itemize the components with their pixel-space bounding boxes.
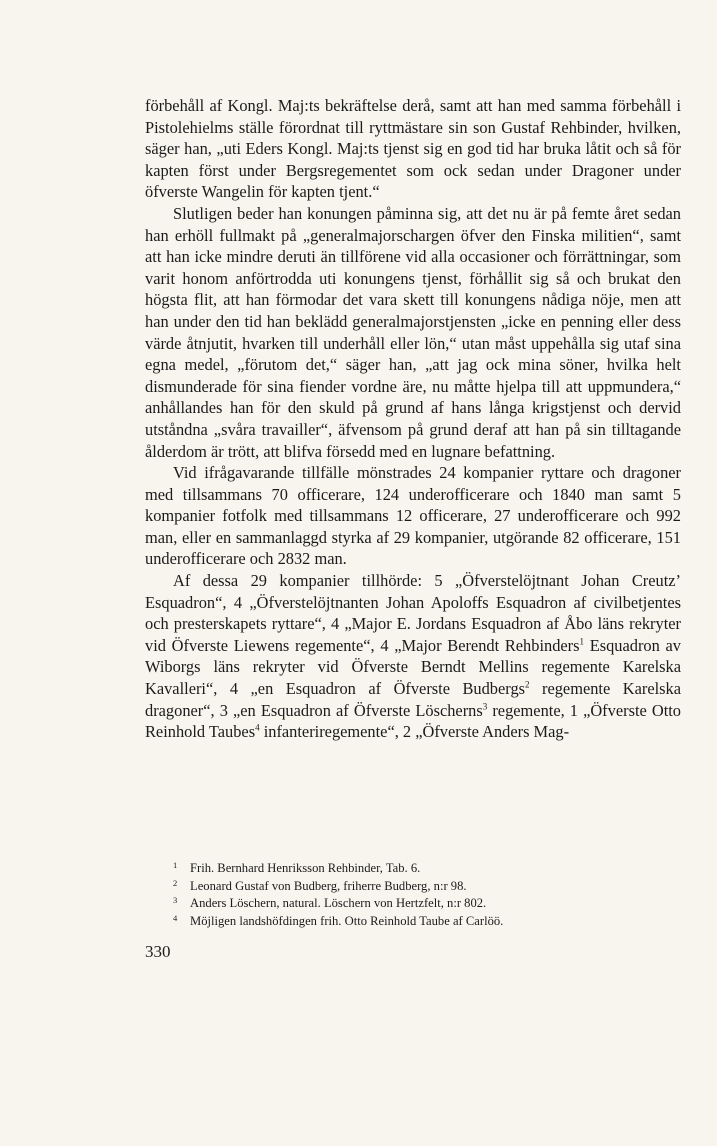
paragraph-text: Esquadron av Wiborgs läns rekryter vid Öfverste Berndt Mellins regemente Karelska Kavalleri“, 4 „en Esquadron af Öfverste Budbergs: [145, 635, 681, 699]
paragraph-text: Slutligen beder han konungen påminna sig, att det nu är på femte året sedan han erhöll fullmakt på „generalmajorschargen öfver den Finska militien“, samt att han icke mindre deruti än tillförene vid alla occasioner och förrättningar, som varit honom anförtrodda uti konungens tjenst, förhållit sig så och brukat den högsta flit, att han förmodar det vara skett till konungens nådiga nöje, men att han under den tid han beklädd generalmajorstjensten „icke en penning eller dess värde åtnjutit, hvarken till underhåll eller lön,“ utan måst uppehålla sig utaf sina egna medel, „förutom det,“ säger han, „att jag ock mina söner, hvilka helt dismunderade för sina fiender vordne äre, nu måtte hjelpa till att uppmundera,“ anhållandes han för den skuld på grund af hans långa krigstjenst och dervid utståndna „svåra travailler“, äfvensom på grund deraf att han på sin tilltagande ålderdom är trött, att blifva försedd med en lugnare befattning.: [145, 203, 681, 461]
footnote-mark: 1: [173, 860, 178, 870]
footnote-text: Frih. Bernhard Henriksson Rehbinder, Tab. 6.: [190, 861, 421, 875]
footnote-mark: 4: [173, 912, 178, 923]
footnote-text: Leonard Gustaf von Budberg, friherre Budberg, n:r 98.: [190, 878, 467, 893]
footnote: [173, 895, 673, 913]
page-number: 330: [145, 942, 171, 961]
footnote-text: Anders Löschern, natural. Löschern von Hertzfelt, n:r 802.: [190, 896, 487, 911]
footnote-reference: 1: [579, 636, 585, 647]
footnote: [173, 878, 673, 896]
paragraph: [145, 95, 681, 203]
paragraph-text: infanteriregemente“, 2 „Öfverste Anders Mag-: [259, 722, 570, 742]
footnote-reference: 4: [255, 722, 260, 733]
footnote-text: Möjligen landshöfdingen frih. Otto Reinhold Taube af Carlöö.: [190, 913, 504, 928]
paragraph-text: regemente Karelska dragoner“, 3 „en Esquadron af Öfverste Löscherns: [145, 679, 681, 720]
footnote-mark: 3: [173, 895, 178, 906]
footnote-reference: 2: [525, 679, 530, 690]
footnote-reference: 3: [482, 701, 488, 712]
paragraph-text: förbehåll af Kongl. Maj:ts bekräftelse derå, samt att han med samma förbehåll i Pistolehielms ställe förordnat till ryttmästare sin son Gustaf Rehbinder, hvilken, säger han, „uti Eders Kongl. Maj:ts tjenst sig en god tid har bruka låtit och så för kapten först under Bergsregementet som ock sedan under Dragoner under öfverste Wangelin för kapten tjent.“: [145, 96, 681, 202]
paragraph-text: Af dessa 29 kompanier tillhörde: 5 „Öfverstelöjtnant Johan Creutz’ Esquadron“, 4 „Öfverstelöjtnanten Johan Apoloffs Esquadron af civilbetjentes och presterskapets ryttare“, 4 „Major E. Jordans Esquadron af Åbo läns rekryter vid Öfverste Liewens regemente“, 4 „Major Berendt Rehbinders: [145, 571, 681, 655]
body-text: [145, 95, 681, 743]
footnote: [173, 860, 673, 878]
paragraph-text: Vid ifrågavarande tillfälle mönstrades 24 kompanier ryttare och dragoner med tillsammans 70 officerare, 124 underofficerare och 1840 man samt 5 kompanier fotfolk med tillsammans 12 officerare, 27 underofficerare och 992 man, eller en sammanlaggd styrka af 29 kompanier, utgörande 82 officerare, 151 underofficerare och 2832 man.: [145, 463, 681, 569]
footnotes: [173, 860, 673, 930]
paragraph: [145, 203, 681, 462]
paragraph-text: regemente, 1 „Öfverste Otto Reinhold Taubes: [145, 700, 682, 742]
footnote: [173, 913, 673, 931]
paragraph: [145, 570, 681, 743]
footnote-mark: 2: [173, 877, 178, 888]
paragraph: [145, 462, 681, 570]
